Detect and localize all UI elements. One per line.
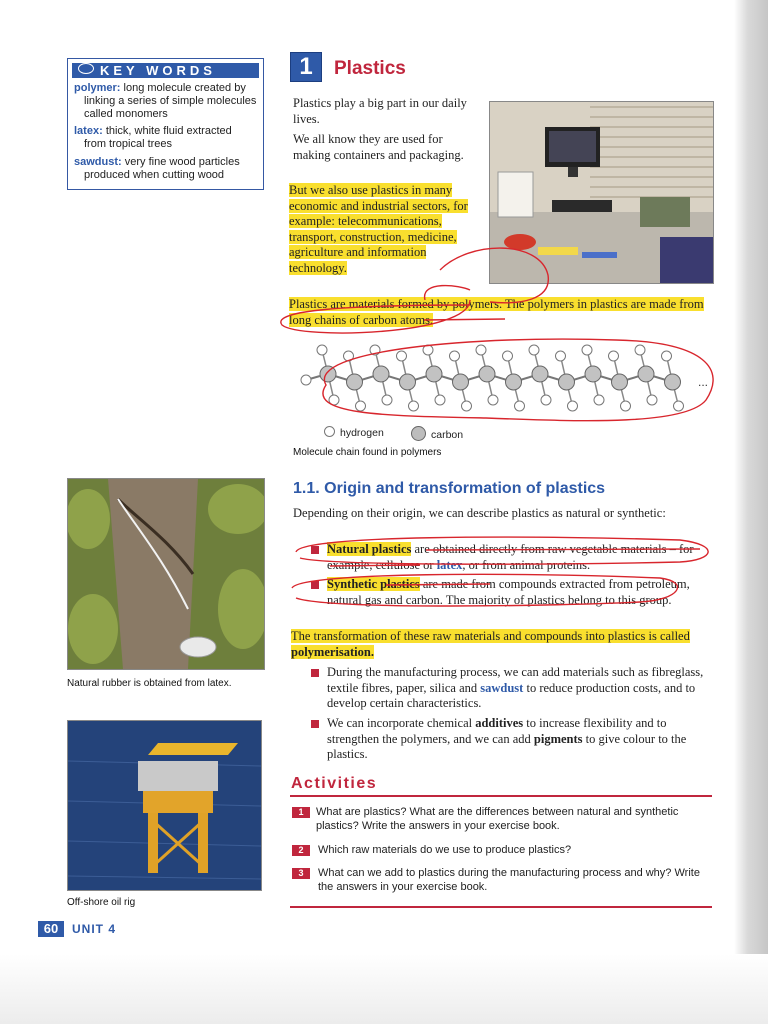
hydrogen-atom (450, 351, 460, 361)
intro-paragraph-2: We all know they are used for making containers and packaging. (293, 132, 464, 162)
legend-carbon: carbon (411, 426, 463, 441)
carbon-atom (373, 366, 389, 382)
polymer-molecule-chain (286, 330, 716, 430)
intro-paragraph-3: But we also use plastics in many economic and industrial sectors, for example: telecommunications, transport, construction, medicine, agriculture and information technology. (289, 183, 468, 275)
hydrogen-atom-icon (324, 426, 335, 437)
activity-question-2: Which raw materials do we use to produce plastics? (318, 844, 572, 856)
activities-title: Activities (291, 775, 378, 792)
key-icon (78, 63, 94, 74)
carbon-atom (665, 374, 681, 390)
page-number: 60 (38, 921, 64, 937)
bullet-marker (311, 581, 319, 589)
bullet-marker (311, 669, 319, 677)
oil-rig-caption: Off-shore oil rig (67, 897, 136, 908)
molecule-caption: Molecule chain found in polymers (293, 447, 442, 458)
chain-ellipsis: ... (698, 375, 709, 389)
hydrogen-atom (301, 375, 311, 385)
legend-hydrogen: hydrogen (324, 426, 384, 439)
key-word-sawdust: sawdust: very fine wood particles produced when cutting wood (74, 156, 240, 181)
key-words-box (67, 58, 264, 190)
carbon-atom (559, 374, 575, 390)
activity-number: 3 (292, 868, 310, 879)
hydrogen-atom (609, 351, 619, 361)
hydrogen-atom (568, 401, 578, 411)
additives-item: We can incorporate chemical additives to increase flexibility and to strengthen the polymers, and we can add pigments to give colour to the plastics. (327, 716, 687, 761)
key-word-polymer: polymer: long molecule created by linking a series of simple molecules called monomers (74, 82, 257, 120)
office-photo-illustration (490, 102, 713, 283)
activities-top-rule (290, 795, 712, 797)
page-bottom-shadow (0, 954, 768, 1024)
carbon-atom (532, 366, 548, 382)
rubber-caption: Natural rubber is obtained from latex. (67, 678, 232, 689)
hydrogen-atom (356, 401, 366, 411)
rubber-tree-illustration (68, 479, 264, 669)
hydrogen-atom (674, 401, 684, 411)
office-computer-photo (489, 101, 714, 284)
carbon-atom (479, 366, 495, 382)
activity-number: 1 (292, 807, 310, 818)
hydrogen-atom (621, 401, 631, 411)
hydrogen-atom (382, 395, 392, 405)
hydrogen-atom (397, 351, 407, 361)
key-words-title: KEY WORDS (72, 63, 259, 78)
hydrogen-atom (647, 395, 657, 405)
carbon-atom (638, 366, 654, 382)
oil-rig-illustration (68, 721, 261, 890)
hydrogen-atom (488, 395, 498, 405)
hydrogen-atom (317, 345, 327, 355)
hydrogen-atom (462, 401, 472, 411)
carbon-atom-icon (411, 426, 426, 441)
molecule-chain-atoms (301, 345, 684, 411)
hydrogen-atom (503, 351, 513, 361)
carbon-atom (426, 366, 442, 382)
oil-rig-photo (67, 720, 262, 891)
activity-question-1: What are plastics? What are the differences between natural and synthetic plastics? Write the answers in your exercise book. (316, 806, 679, 832)
page-edge-shadow (734, 0, 768, 1024)
subsection-intro: Depending on their origin, we can describe plastics as natural or synthetic: (293, 506, 666, 520)
bullet-marker (311, 546, 319, 554)
hydrogen-atom (515, 401, 525, 411)
hydrogen-atom (529, 345, 539, 355)
hydrogen-atom (556, 351, 566, 361)
activity-number: 2 (292, 845, 310, 856)
carbon-atom (585, 366, 601, 382)
carbon-atom (506, 374, 522, 390)
natural-plastics-item: Natural plastics are obtained directly from raw vegetable materials – for example, cellulose or latex, or from animal proteins. (327, 542, 694, 572)
hydrogen-atom (635, 345, 645, 355)
activity-question-3: What can we add to plastics during the manufacturing process and why? Write the answers in your exercise book. (318, 867, 700, 893)
hydrogen-atom (476, 345, 486, 355)
activities-bottom-rule (290, 906, 712, 908)
carbon-atom (400, 374, 416, 390)
synthetic-plastics-item: Synthetic plastics are made from compounds extracted from petroleum, natural gas and carbon. The majority of plastics belong to this group. (327, 577, 690, 607)
hydrogen-atom (435, 395, 445, 405)
hydrogen-atom (582, 345, 592, 355)
hydrogen-atom (662, 351, 672, 361)
carbon-atom (612, 374, 628, 390)
hydrogen-atom (541, 395, 551, 405)
rubber-tree-photo (67, 478, 265, 670)
intro-paragraph-1: Plastics play a big part in our daily lives. (293, 96, 467, 126)
polymerisation-paragraph: The transformation of these raw materials and compounds into plastics is called polymerisation. (291, 629, 690, 659)
section-number: 1 (290, 52, 322, 82)
carbon-atom (347, 374, 363, 390)
hydrogen-atom (594, 395, 604, 405)
carbon-atom (453, 374, 469, 390)
bullet-marker (311, 720, 319, 728)
key-word-latex: latex: thick, white fluid extracted from tropical trees (74, 125, 232, 150)
subsection-title: 1.1. Origin and transformation of plastics (293, 480, 606, 497)
hydrogen-atom (409, 401, 419, 411)
intro-paragraph-4: Plastics are materials formed by polymers. The polymers in plastics are made from long chains of carbon atoms. (289, 297, 704, 327)
unit-label: UNIT 4 (72, 922, 117, 936)
manufacturing-item: During the manufacturing process, we can add materials such as fibreglass, textile fibres, paper, silica and sawdust to reduce production costs, and to develop certain characteristics. (327, 665, 704, 710)
carbon-atom (320, 366, 336, 382)
section-title: Plastics (334, 58, 406, 79)
